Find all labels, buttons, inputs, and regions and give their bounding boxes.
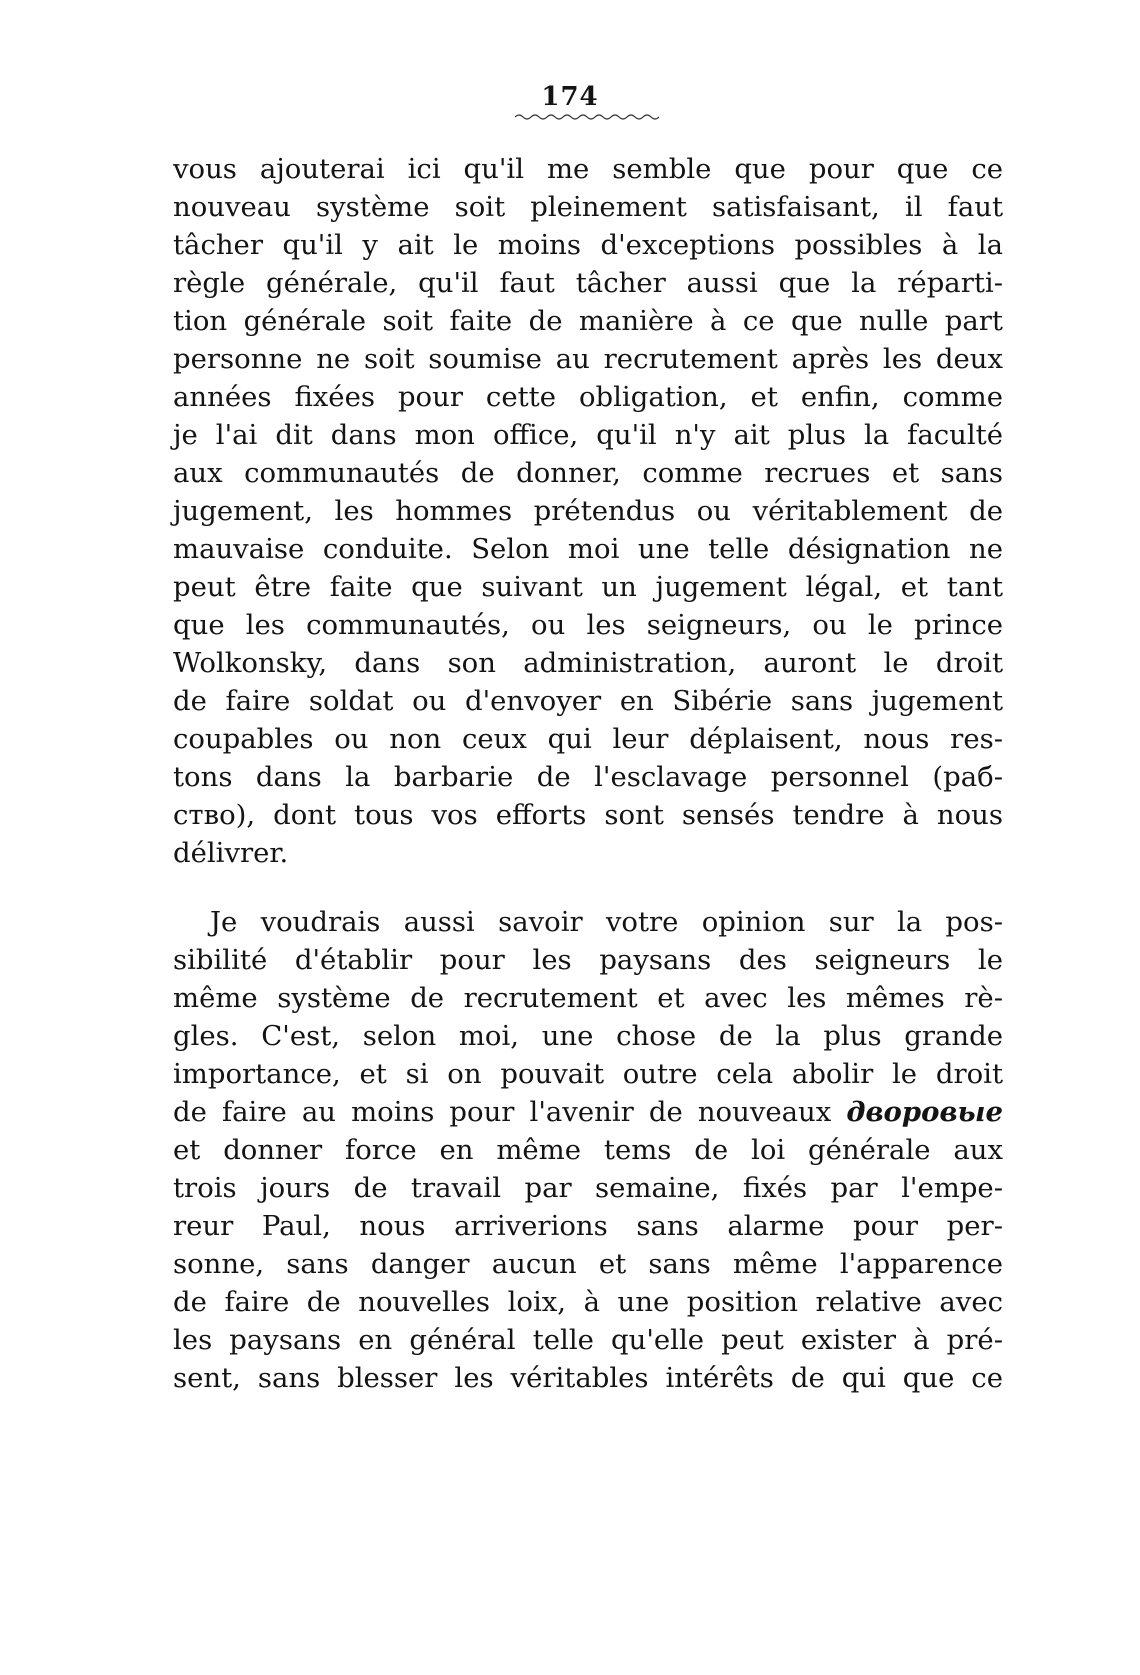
text-line: sibilité d'établir pour les paysans des seigneurs le — [173, 944, 1003, 976]
text-line: tons dans la barbarie de l'esclavage personnel (раб- — [173, 761, 1003, 793]
text-line: que les communautés, ou les seigneurs, ou le prince — [173, 609, 1003, 641]
text-line: années fixées pour cette obligation, et enfin, comme — [173, 381, 1003, 413]
text-line: coupables ou non ceux qui leur déplaisent, nous res- — [173, 723, 1003, 755]
text-line: de faire de nouvelles loix, à une position relative avec — [173, 1286, 1003, 1318]
text-line: jugement, les hommes prétendus ou véritablement de — [173, 495, 1003, 527]
text-line-with-russian — [173, 1093, 1003, 1131]
text-line: sent, sans blesser les véritables intérêts de qui que ce — [173, 1362, 1003, 1394]
text-line: reur Paul, nous arriverions sans alarme pour per- — [173, 1210, 1003, 1242]
text-line: sonne, sans danger aucun et sans même l'apparence — [173, 1248, 1003, 1280]
text-line: nouveau système soit pleinement satisfaisant, il faut — [173, 191, 1003, 223]
text-line: règle générale, qu'il faut tâcher aussi que la réparti- — [173, 267, 1003, 299]
text-line: les paysans en général telle qu'elle peut exister à pré- — [173, 1324, 1003, 1356]
text-line: peut être faite que suivant un jugement légal, et tant — [173, 571, 1003, 603]
text-line: de faire soldat ou d'envoyer en Sibérie sans jugement — [173, 685, 1003, 717]
text-line: même système de recrutement et avec les mêmes rè- — [173, 982, 1003, 1014]
text-line: ство), dont tous vos efforts sont sensés tendre à nous — [173, 799, 1003, 831]
page-number-ornament — [515, 112, 665, 122]
text-line: mauvaise conduite. Selon moi une telle désignation ne — [173, 533, 1003, 565]
text-line: trois jours de travail par semaine, fixés par l'empe- — [173, 1172, 1003, 1204]
text-line: tion générale soit faite de manière à ce que nulle part — [173, 305, 1003, 337]
text-line: personne ne soit soumise au recrutement après les deux — [173, 343, 1003, 375]
text-line: vous ajouterai ici qu'il me semble que pour que ce — [173, 153, 1003, 185]
text-line: Je voudrais aussi savoir votre opinion sur la pos- — [210, 906, 1003, 938]
text-line: je l'ai dit dans mon office, qu'il n'y ait plus la faculté — [173, 419, 1003, 451]
text-line: gles. C'est, selon moi, une chose de la plus grande — [173, 1020, 1003, 1052]
text-line: délivrer. — [173, 837, 289, 869]
page-number: 174 — [541, 82, 599, 112]
text-line: aux communautés de donner, comme recrues et sans — [173, 457, 1003, 489]
text-line: et donner force en même tems de loi générale aux — [173, 1134, 1003, 1166]
russian-word: дворовые — [846, 1096, 1003, 1128]
text-line: Wolkonsky, dans son administration, auront le droit — [173, 647, 1003, 679]
text-line: tâcher qu'il y ait le moins d'exceptions possibles à la — [173, 229, 1003, 261]
text-segment: de faire au moins pour l'avenir de nouveaux — [173, 1096, 832, 1128]
text-line: importance, et si on pouvait outre cela abolir le droit — [173, 1058, 1003, 1090]
